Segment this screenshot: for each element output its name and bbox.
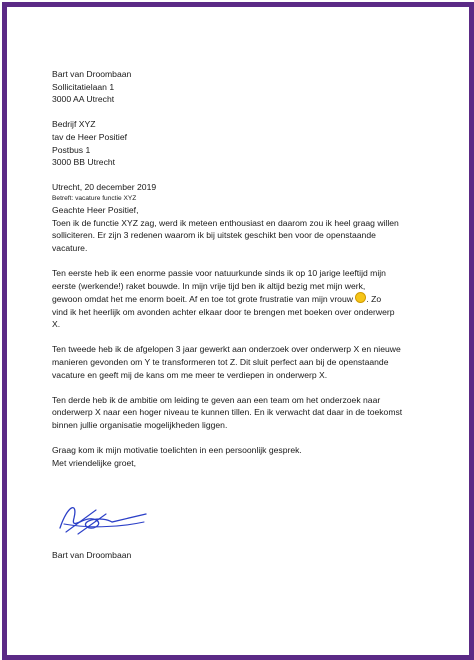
recipient-city: 3000 BB Utrecht	[52, 157, 116, 168]
paragraph-4	[52, 394, 424, 432]
recipient-company: Bedrijf XYZ	[52, 119, 96, 130]
paragraph-2	[52, 267, 424, 331]
letter-body	[52, 68, 424, 469]
paragraph-2-line: eerste (werkende!) raket bouwde. In mijn vrije tijd ben ik altijd bezig met mijn werk,	[52, 280, 366, 291]
paragraph-1-line: Toen ik de functie XYZ zag, werd ik meteen enthousiast en daarom zou ik heel graag willen	[52, 217, 399, 228]
signature-icon	[56, 498, 148, 540]
recipient-address	[52, 118, 424, 168]
paragraph-3-line: vacature en geeft mij de kans om me meer te verdiepen in onderwerp X.	[52, 369, 328, 380]
paragraph-1-line: vacature.	[52, 242, 88, 253]
paragraph-3-line: manieren gevonden om Y te transformeren tot Z. Dit sluit perfect aan bij de openstaande	[52, 357, 389, 368]
closing: Met vriendelijke groet,	[52, 457, 137, 468]
paragraph-5: Graag kom ik mijn motivatie toelichten in een persoonlijk gesprek.	[52, 445, 302, 456]
paragraph-1	[52, 217, 424, 255]
paragraph-2-text: gewoon omdat het me enorm boeit. Af en toe tot grote frustratie van mijn vrouw	[52, 294, 353, 305]
sender-name: Bart van Droombaan	[52, 69, 132, 79]
paragraph-2-line: vind ik het heerlijk om avonden achter elkaar door te brengen met boeken over onderwerp	[52, 306, 395, 317]
paragraph-2-line: Ten eerste heb ik een enorme passie voor natuurkunde sinds ik op 10 jarige leeftijd mijn	[52, 267, 386, 278]
sender-street: Sollicitatielaan 1	[52, 81, 115, 92]
paragraph-4-line: onderwerp X naar een hoger niveau te kunnen tillen. En ik verwacht dat daar in de toekomst	[52, 407, 403, 418]
paragraph-3-line: Ten tweede heb ik de afgelopen 3 jaar gewerkt aan onderzoek over onderwerp X en nieuwe	[52, 344, 401, 355]
date-line: Utrecht, 20 december 2019	[52, 182, 157, 193]
paragraph-2-line	[52, 292, 424, 306]
sender-address	[52, 68, 424, 106]
recipient-postbox: Postbus 1	[52, 144, 91, 155]
signature-name: Bart van Droombaan	[52, 550, 132, 560]
subject-line: Betreft: vacature functie XYZ	[52, 194, 137, 202]
paragraph-2-line: X.	[52, 319, 61, 330]
paragraph-4-line: Ten derde heb ik de ambitie om leiding te geven aan een team om het onderzoek naar	[52, 394, 381, 405]
salutation: Geachte Heer Positief,	[52, 204, 139, 215]
paragraph-3	[52, 343, 424, 381]
smiley-icon	[355, 292, 366, 303]
sender-city: 3000 AA Utrecht	[52, 94, 115, 105]
paragraph-1-line: solliciteren. Er zijn 3 redenen waarom ik bij uitstek geschikt ben voor de openstaande	[52, 230, 376, 241]
paragraph-4-line: binnen jullie organisatie mogelijkheden liggen.	[52, 420, 228, 431]
paragraph-2-text: . Zo	[366, 294, 382, 305]
recipient-attention: tav de Heer Positief	[52, 131, 127, 142]
